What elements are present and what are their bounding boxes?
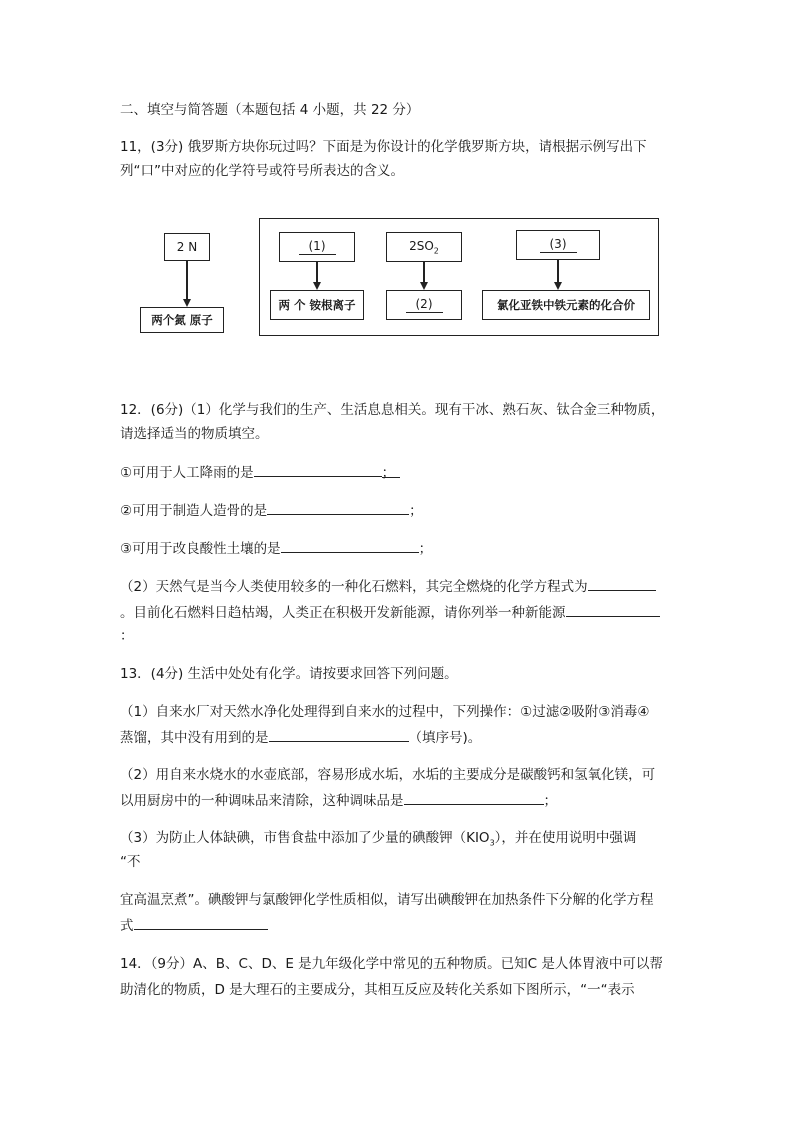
q12-item-2-blank[interactable] [267,500,409,515]
box2-arrow-line [423,262,425,284]
q13-part3-line-3: 宜高温烹煮”。碘酸钾与氯酸钾化学性质相似，请写出碘酸钾在加热条件下分解的化学方程 [120,892,654,908]
blank-2-label: (2) [406,297,443,313]
box2-arrow-head [420,282,428,290]
example-top-box [164,233,210,261]
q13-equation-blank[interactable] [134,915,268,930]
box1-bottom [270,290,364,320]
example-arrow-line [186,261,188,301]
example-arrow-head [183,299,191,307]
q13-part3-line-1: （3）为防止人体缺碘，市售食盐中添加了少量的碘酸钾$(KIO_3)$，并在使用说明中强调 [120,830,637,848]
q14-line-1: 14．（9分）A、B、C、D、E 是九年级化学中常见的五种物质。已知C 是人体胃液中可以帮 [120,956,663,972]
box1-bottom-text: 两 个 铵根离子 [278,298,356,312]
q12-item-3-blank[interactable] [281,538,419,553]
q13-line-1: 13．(4分) 生活中处处有化学。请按要求回答下列问题。 [120,666,458,682]
q13-part3-line-4: 式 [120,915,268,936]
q13-part2-blank[interactable] [404,790,544,805]
q12-item-1: ①可用于人工降雨的是 ； [120,462,400,483]
q13-part1-line-1: （1）自来水厂对天然水净化处理得到自来水的过程中，下列操作：①过滤②吸附③消毒④ [120,704,650,720]
box2-bottom [386,290,462,320]
q12-part2-line-3: ： [120,628,134,644]
box1-top [279,232,355,262]
box3-bottom [482,290,650,320]
example-bottom-box [140,307,224,333]
q13-part2-line-2: 以用厨房中的一种调味品来清除，这种调味品是 ； [120,790,557,811]
box3-bottom-text: 氯化亚铁中铁元素的化合价 [497,298,635,312]
q12-part2-line-1: （2）天然气是当今人类使用较多的一种化石燃料，其完全燃烧的化学方程式为 [120,576,656,597]
q12-line-1: 12．(6分)（1）化学与我们的生产、生活息息相关。现有干冰、熟石灰、钛合金三种物质， [120,402,665,418]
q12-line-2: 请选择适当的物质填空。 [120,426,269,442]
q13-part3-line-2: “不 [120,854,141,870]
q12-part2-line-2: 。目前化石燃料日趋枯竭，人类正在积极开发新能源，请你列举一种新能源 [120,602,660,623]
blank-1-label: (1) [299,239,336,255]
example-bottom-text: 两个氮 原子 [151,313,213,327]
q12-item-1-end: ； [382,463,400,478]
q12-new-energy-blank[interactable] [566,602,660,617]
q13-part2-line-1: （2）用自来水烧水的水壶底部，容易形成水垢，水垢的主要成分是碳酸钙和氢氧化镁，可 [120,767,656,783]
q13-part1-line-2: 蒸馏，其中没有用到的是 （填序号)。 [120,727,481,748]
q12-item-3: ③可用于改良酸性土壤的是 ； [120,538,432,559]
box3-top [516,230,600,260]
box2-top [386,232,462,262]
q12-item-1-blank[interactable] [254,462,382,477]
box1-arrow-line [316,262,318,284]
section-title: 二、填空与简答题（本题包括 4 小题，共 22 分） [120,102,420,118]
box2-top-text: $2SO_2$ [409,238,439,256]
example-top-text: 2 N [176,240,198,254]
q11-line-1: 11，(3分) 俄罗斯方块你玩过吗？下面是为你设计的化学俄罗斯方块，请根据示例写出下 [120,139,647,155]
q12-item-2: ②可用于制造人造骨的是 ； [120,500,423,521]
box1-arrow-head [313,282,321,290]
box3-arrow-line [557,260,559,284]
q14-line-2: 助清化的物质，D 是大理石的主要成分，其相互反应及转化关系如下图所示，“一“表示 [120,982,635,998]
blank-3-label: (3) [540,237,577,253]
q11-line-2: 列“口”中对应的化学符号或符号所表达的含义。 [120,163,404,179]
q13-part1-blank[interactable] [269,727,409,742]
box3-arrow-head [554,282,562,290]
q12-equation-blank[interactable] [588,576,656,591]
box2-top-subscript: 2 [433,246,439,256]
